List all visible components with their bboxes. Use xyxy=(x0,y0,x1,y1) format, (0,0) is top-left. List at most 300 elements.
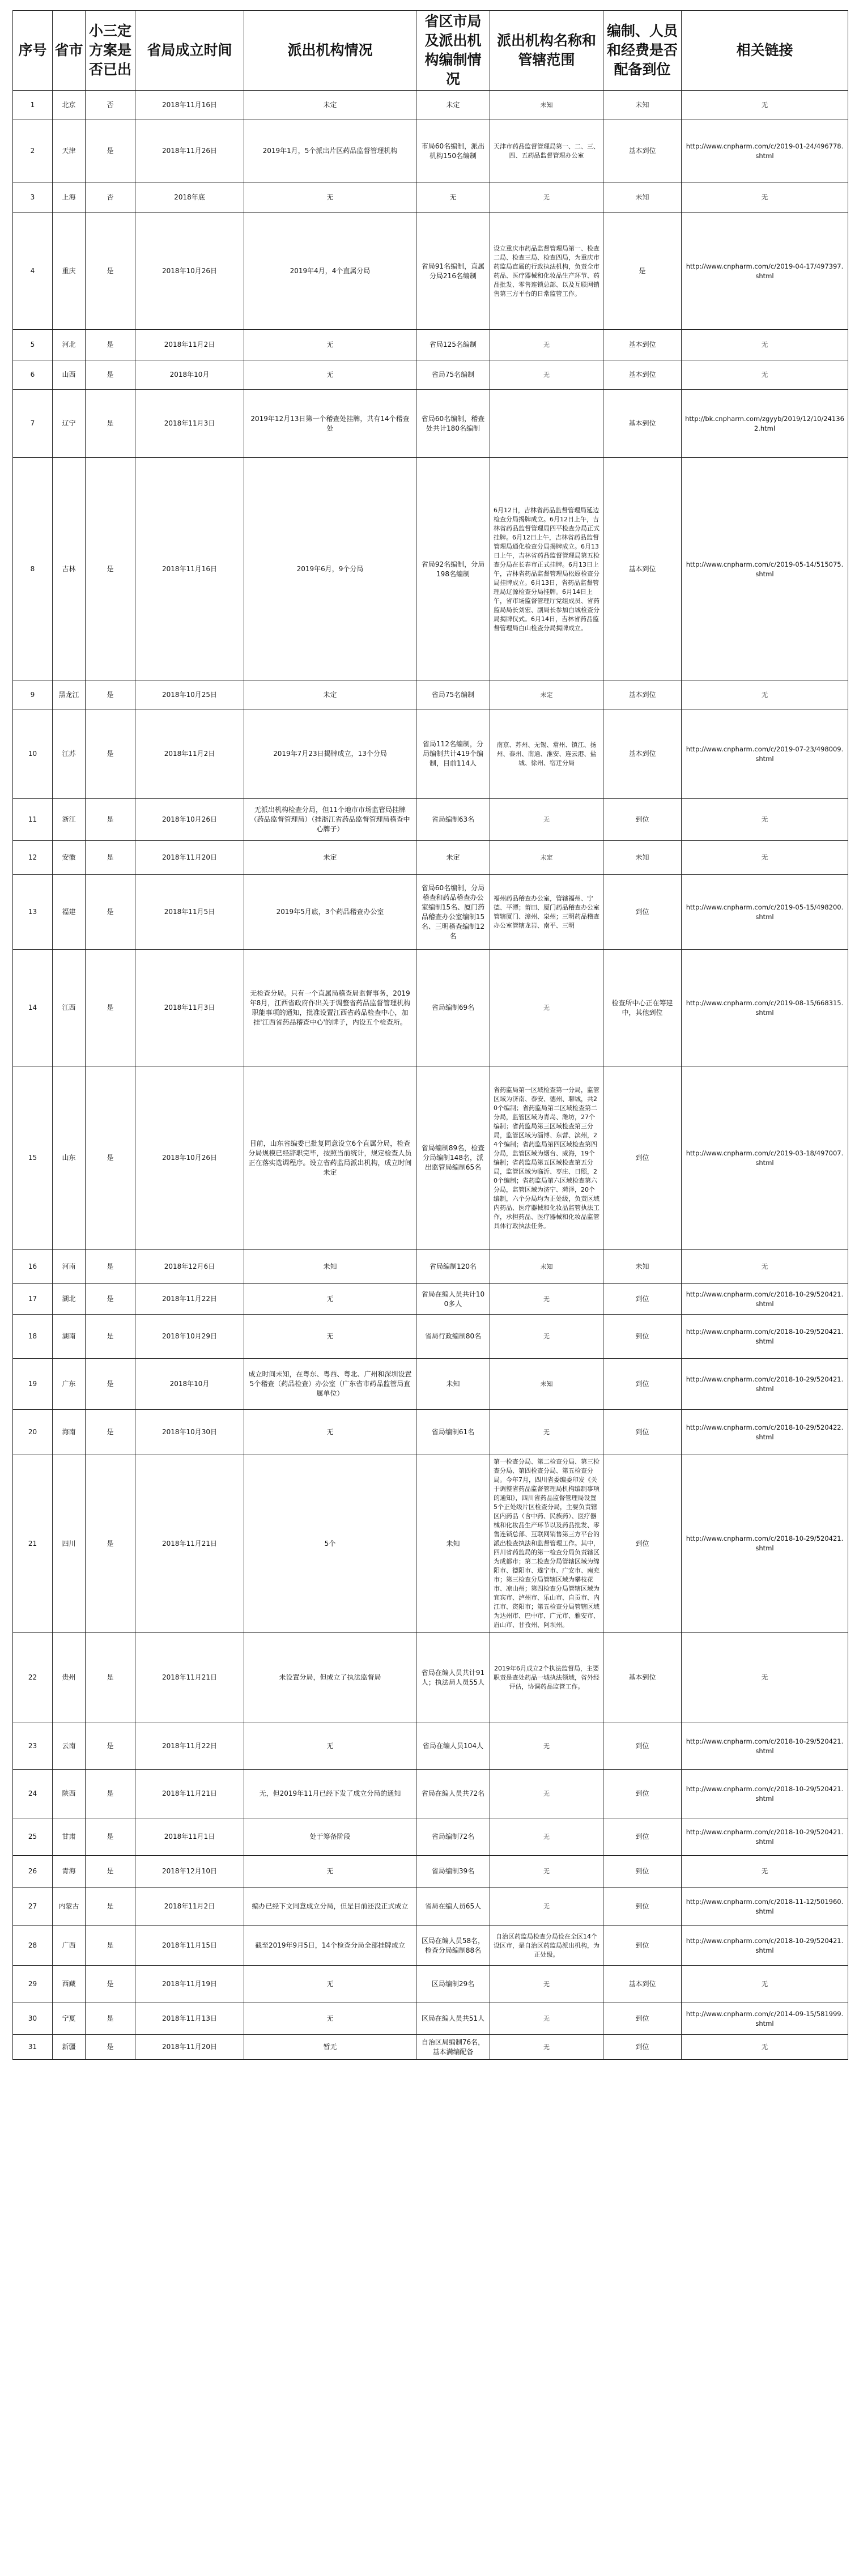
plan-cell: 是 xyxy=(86,1770,135,1818)
branch-cell: 截至2019年9月5日，14个检查分局全部挂牌成立 xyxy=(244,1926,416,1966)
plan-cell: 是 xyxy=(86,2003,135,2035)
no-cell: 7 xyxy=(13,390,53,458)
branch-cell: 未设置分局，但成立了执法监督局 xyxy=(244,1633,416,1723)
budget-cell: 检查所中心正在筹建中，其他到位 xyxy=(603,950,682,1066)
branch-cell: 无，但2019年11月已经下发了成立分局的通知 xyxy=(244,1770,416,1818)
date-cell: 2018年11月22日 xyxy=(135,1723,244,1770)
plan-cell: 是 xyxy=(86,1818,135,1856)
staff-cell: 省局编制39名 xyxy=(416,1856,490,1888)
no-cell: 3 xyxy=(13,182,53,213)
plan-cell: 是 xyxy=(86,360,135,390)
table-row xyxy=(13,458,848,681)
no-cell: 5 xyxy=(13,330,53,360)
link-cell: 无 xyxy=(682,1966,848,2003)
table-row xyxy=(13,1818,848,1856)
date-cell: 2018年10月30日 xyxy=(135,1410,244,1455)
scope-cell xyxy=(490,390,603,458)
staff-cell: 省局91名编制，直属分局216名编制 xyxy=(416,213,490,330)
budget-cell: 到位 xyxy=(603,1818,682,1856)
province-cell: 江苏 xyxy=(53,709,86,799)
table-row xyxy=(13,1284,848,1315)
branch-cell: 2019年6月，9个分局 xyxy=(244,458,416,681)
date-cell: 2018年11月21日 xyxy=(135,1455,244,1633)
table-row xyxy=(13,1455,848,1633)
branch-cell: 无 xyxy=(244,182,416,213)
plan-cell: 是 xyxy=(86,1359,135,1410)
scope-cell: 天津市药品监督管理局第一、二、三、四、五药品监督管理办公室 xyxy=(490,120,603,182)
plan-cell: 是 xyxy=(86,458,135,681)
staff-cell: 省局75名编制 xyxy=(416,360,490,390)
no-cell: 16 xyxy=(13,1250,53,1284)
date-cell: 2018年11月5日 xyxy=(135,875,244,950)
branch-cell: 无 xyxy=(244,1966,416,2003)
scope-cell: 南京、苏州、无锡、常州、镇江、扬州、泰州、南通、淮安、连云港、盐城、徐州、宿迁分局 xyxy=(490,709,603,799)
staff-cell: 省局编制69名 xyxy=(416,950,490,1066)
plan-cell: 是 xyxy=(86,1284,135,1315)
scope-cell: 无 xyxy=(490,330,603,360)
province-cell: 湖北 xyxy=(53,1284,86,1315)
branch-cell: 无 xyxy=(244,1856,416,1888)
province-cell: 贵州 xyxy=(53,1633,86,1723)
table-row xyxy=(13,875,848,950)
plan-cell: 是 xyxy=(86,1410,135,1455)
no-cell: 27 xyxy=(13,1888,53,1926)
plan-cell: 是 xyxy=(86,875,135,950)
scope-cell: 未定 xyxy=(490,841,603,875)
table-row xyxy=(13,1856,848,1888)
budget-cell: 到位 xyxy=(603,1315,682,1359)
scope-cell: 无 xyxy=(490,360,603,390)
table-row xyxy=(13,182,848,213)
branch-cell: 无 xyxy=(244,1284,416,1315)
date-cell: 2018年11月22日 xyxy=(135,1284,244,1315)
no-cell: 4 xyxy=(13,213,53,330)
branch-cell: 暂无 xyxy=(244,2035,416,2060)
plan-cell: 是 xyxy=(86,709,135,799)
budget-cell: 到位 xyxy=(603,1455,682,1633)
budget-cell: 基本到位 xyxy=(603,360,682,390)
staff-cell: 区局在编人员共51人 xyxy=(416,2003,490,2035)
date-cell: 2018年11月16日 xyxy=(135,458,244,681)
budget-cell: 基本到位 xyxy=(603,458,682,681)
plan-cell: 是 xyxy=(86,1066,135,1250)
plan-cell: 是 xyxy=(86,1315,135,1359)
branch-cell: 无检查分局。只有一个直属局稽查局监督事务，2019年8月，江西省政府作出关于调整省药品监督管理机构职能事项的通知，批准设置江西省药品检查中心，加挂'江西省药品稽查中心'的牌子，内设五个检查所。 xyxy=(244,950,416,1066)
province-cell: 甘肃 xyxy=(53,1818,86,1856)
branch-cell: 无 xyxy=(244,1723,416,1770)
scope-cell: 无 xyxy=(490,1888,603,1926)
staff-cell: 省局编制120名 xyxy=(416,1250,490,1284)
table-row xyxy=(13,1633,848,1723)
table-row xyxy=(13,1770,848,1818)
staff-cell: 省局行政编制80名 xyxy=(416,1315,490,1359)
link-cell: 无 xyxy=(682,360,848,390)
scope-cell: 设立重庆市药品监督管理局第一、检查二局、检查三局、检查四局，为重庆市药监局直属的行政执法机构，负责全市药品、医疗器械和化妆品生产环节、药品批发、零售连锁总部、以及互联网销售第三方平台的日常监管工作。 xyxy=(490,213,603,330)
province-cell: 辽宁 xyxy=(53,390,86,458)
scope-cell: 未定 xyxy=(490,681,603,709)
scope-cell: 无 xyxy=(490,182,603,213)
scope-cell: 未知 xyxy=(490,91,603,120)
no-cell: 31 xyxy=(13,2035,53,2060)
no-cell: 1 xyxy=(13,91,53,120)
table-row xyxy=(13,120,848,182)
staff-cell: 省局60名编制，稽查处共计180名编制 xyxy=(416,390,490,458)
date-cell: 2018年10月26日 xyxy=(135,799,244,841)
branch-cell: 成立时间未知，在粤东、粤西、粤北、广州和深圳设置5个稽查（药品检查）办公室（广东省市药品监管局直属单位） xyxy=(244,1359,416,1410)
province-cell: 山西 xyxy=(53,360,86,390)
staff-cell: 省局编制61名 xyxy=(416,1410,490,1455)
branch-cell: 5个 xyxy=(244,1455,416,1633)
province-cell: 宁夏 xyxy=(53,2003,86,2035)
header-cell-no: 序号 xyxy=(13,11,53,91)
staff-cell: 无 xyxy=(416,182,490,213)
branch-cell: 无 xyxy=(244,2003,416,2035)
table-row xyxy=(13,799,848,841)
date-cell: 2018年11月2日 xyxy=(135,1888,244,1926)
plan-cell: 是 xyxy=(86,120,135,182)
date-cell: 2018年12月10日 xyxy=(135,1856,244,1888)
branch-cell: 未定 xyxy=(244,681,416,709)
budget-cell: 未知 xyxy=(603,841,682,875)
budget-cell: 到位 xyxy=(603,799,682,841)
date-cell: 2018年11月1日 xyxy=(135,1818,244,1856)
staff-cell: 省局编制89名，检查分局编制148名，派出监管局编制65名 xyxy=(416,1066,490,1250)
date-cell: 2018年11月26日 xyxy=(135,120,244,182)
date-cell: 2018年10月 xyxy=(135,1359,244,1410)
date-cell: 2018年11月13日 xyxy=(135,2003,244,2035)
scope-cell: 未知 xyxy=(490,1250,603,1284)
scope-cell: 无 xyxy=(490,1315,603,1359)
link-cell: 无 xyxy=(682,681,848,709)
no-cell: 8 xyxy=(13,458,53,681)
plan-cell: 是 xyxy=(86,1723,135,1770)
budget-cell: 未知 xyxy=(603,182,682,213)
scope-cell: 无 xyxy=(490,1966,603,2003)
province-cell: 陕西 xyxy=(53,1770,86,1818)
link-cell: 无 xyxy=(682,841,848,875)
branch-cell: 处于筹备阶段 xyxy=(244,1818,416,1856)
scope-cell: 福州药品稽查办公室，管辖福州、宁德、平潭；莆田、厦门药品稽查办公室管辖厦门、漳州、泉州；三明药品稽查办公室管辖龙岩、南平、三明 xyxy=(490,875,603,950)
province-cell: 上海 xyxy=(53,182,86,213)
link-cell: 无 xyxy=(682,330,848,360)
province-cell: 云南 xyxy=(53,1723,86,1770)
scope-cell: 无 xyxy=(490,1770,603,1818)
scope-cell: 无 xyxy=(490,2003,603,2035)
staff-cell: 省局125名编制 xyxy=(416,330,490,360)
plan-cell: 否 xyxy=(86,91,135,120)
date-cell: 2018年12月6日 xyxy=(135,1250,244,1284)
plan-cell: 是 xyxy=(86,1888,135,1926)
province-cell: 广西 xyxy=(53,1926,86,1966)
branch-cell: 目前，山东省编委已批复同意设立6个直属分局，检查分局规模已经辞职完毕，按照当前统计，规定检查人员正在落实选调程序。设立省药监局派出机构，成立时间未定 xyxy=(244,1066,416,1250)
date-cell: 2018年11月15日 xyxy=(135,1926,244,1966)
plan-cell: 是 xyxy=(86,841,135,875)
plan-cell: 是 xyxy=(86,799,135,841)
staff-cell: 省局112名编制，分局编制共计419个编制，目前114人 xyxy=(416,709,490,799)
table-row xyxy=(13,1359,848,1410)
no-cell: 6 xyxy=(13,360,53,390)
staff-cell: 省局在编人员104人 xyxy=(416,1723,490,1770)
table-row xyxy=(13,330,848,360)
province-cell: 天津 xyxy=(53,120,86,182)
table-row xyxy=(13,390,848,458)
header-row xyxy=(13,11,848,91)
budget-cell: 基本到位 xyxy=(603,709,682,799)
supervision-table xyxy=(12,10,848,2060)
province-cell: 山东 xyxy=(53,1066,86,1250)
table-row xyxy=(13,1926,848,1966)
table-row xyxy=(13,1066,848,1250)
scope-cell: 无 xyxy=(490,2035,603,2060)
link-cell[interactable]: http://www.cnpharm.com/c/2019-01-24/496778.shtml xyxy=(682,120,848,182)
staff-cell: 省局编制63名 xyxy=(416,799,490,841)
plan-cell: 是 xyxy=(86,330,135,360)
no-cell: 18 xyxy=(13,1315,53,1359)
link-cell: 无 xyxy=(682,182,848,213)
table-row xyxy=(13,1966,848,2003)
link-cell: 无 xyxy=(682,1250,848,1284)
table-row xyxy=(13,681,848,709)
link-cell[interactable]: http://www.cnpharm.com/c/2019-07-23/498009.shtml xyxy=(682,709,848,799)
branch-cell: 无 xyxy=(244,1410,416,1455)
no-cell: 9 xyxy=(13,681,53,709)
link-cell[interactable]: http://www.cnpharm.com/c/2018-10-29/520421.shtml xyxy=(682,1359,848,1410)
no-cell: 26 xyxy=(13,1856,53,1888)
link-cell[interactable]: http://www.cnpharm.com/c/2018-10-29/520421.shtml xyxy=(682,1926,848,1966)
scope-cell: 6月12日，吉林省药品监督管理局延边检查分局揭牌成立。6月12日上午，吉林省药品监督管理局四平检查分局正式挂牌。6月12日上午，吉林省药品监督管理局通化检查分局揭牌成立。6月13日上午，吉林省药品监督管理局第五检查分局在长春市正式挂牌。6月13日上午，吉林省药品监督管理局松原检查分局挂牌成立。6月13日，省药品监督管理局辽源检查分局挂牌。6月14日上午，省市场监督管理厅党组成员、省药监局局长刘宏、副局长参加白城检查分局揭牌仪式。6月14日，吉林省药品监督管理局白山检查分局揭牌成立。 xyxy=(490,458,603,681)
table-row xyxy=(13,709,848,799)
plan-cell: 是 xyxy=(86,1455,135,1633)
staff-cell: 自治区局编制76名，基本满编配备 xyxy=(416,2035,490,2060)
province-cell: 青海 xyxy=(53,1856,86,1888)
budget-cell: 是 xyxy=(603,213,682,330)
link-cell[interactable]: http://www.cnpharm.com/c/2018-10-29/520421.shtml xyxy=(682,1315,848,1359)
budget-cell: 到位 xyxy=(603,1888,682,1926)
link-cell: 无 xyxy=(682,1633,848,1723)
budget-cell: 到位 xyxy=(603,1284,682,1315)
link-cell[interactable]: http://www.cnpharm.com/c/2018-10-29/520421.shtml xyxy=(682,1455,848,1633)
staff-cell: 区局在编人员58名，检查分局编制88名 xyxy=(416,1926,490,1966)
province-cell: 黑龙江 xyxy=(53,681,86,709)
branch-cell: 未定 xyxy=(244,91,416,120)
table-row xyxy=(13,1888,848,1926)
staff-cell: 省局在编人员共计91人；执法局人员55人 xyxy=(416,1633,490,1723)
link-cell[interactable]: http://www.cnpharm.com/c/2019-08-15/668315.shtml xyxy=(682,950,848,1066)
table-row xyxy=(13,1410,848,1455)
link-cell[interactable]: http://www.cnpharm.com/c/2018-10-29/520421.shtml xyxy=(682,1723,848,1770)
date-cell: 2018年10月 xyxy=(135,360,244,390)
scope-cell: 无 xyxy=(490,1723,603,1770)
table-row xyxy=(13,2003,848,2035)
budget-cell: 未知 xyxy=(603,1250,682,1284)
table-row xyxy=(13,1315,848,1359)
no-cell: 23 xyxy=(13,1723,53,1770)
plan-cell: 是 xyxy=(86,1926,135,1966)
plan-cell: 是 xyxy=(86,950,135,1066)
staff-cell: 省局编制72名 xyxy=(416,1818,490,1856)
header-cell-branch: 派出机构情况 xyxy=(244,11,416,91)
budget-cell: 到位 xyxy=(603,1723,682,1770)
budget-cell: 到位 xyxy=(603,1926,682,1966)
province-cell: 四川 xyxy=(53,1455,86,1633)
link-cell[interactable]: http://www.cnpharm.com/c/2019-05-14/515075.shtml xyxy=(682,458,848,681)
province-cell: 新疆 xyxy=(53,2035,86,2060)
province-cell: 北京 xyxy=(53,91,86,120)
budget-cell: 基本到位 xyxy=(603,390,682,458)
link-cell[interactable]: http://www.cnpharm.com/c/2019-05-15/498200.shtml xyxy=(682,875,848,950)
budget-cell: 基本到位 xyxy=(603,330,682,360)
date-cell: 2018年10月25日 xyxy=(135,681,244,709)
province-cell: 重庆 xyxy=(53,213,86,330)
no-cell: 15 xyxy=(13,1066,53,1250)
link-cell: 无 xyxy=(682,2035,848,2060)
branch-cell: 2019年7月23日揭牌成立，13个分局 xyxy=(244,709,416,799)
link-cell[interactable]: http://www.cnpharm.com/c/2018-10-29/520422.shtml xyxy=(682,1410,848,1455)
staff-cell: 未知 xyxy=(416,1359,490,1410)
no-cell: 11 xyxy=(13,799,53,841)
scope-cell: 无 xyxy=(490,1856,603,1888)
link-cell[interactable]: http://www.cnpharm.com/c/2019-03-18/497007.shtml xyxy=(682,1066,848,1250)
link-cell[interactable]: http://www.cnpharm.com/c/2018-10-29/520421.shtml xyxy=(682,1818,848,1856)
scope-cell: 无 xyxy=(490,950,603,1066)
plan-cell: 是 xyxy=(86,1633,135,1723)
plan-cell: 是 xyxy=(86,390,135,458)
header-cell-province: 省市 xyxy=(53,11,86,91)
date-cell: 2018年11月21日 xyxy=(135,1633,244,1723)
no-cell: 22 xyxy=(13,1633,53,1723)
link-cell: 无 xyxy=(682,91,848,120)
province-cell: 安徽 xyxy=(53,841,86,875)
link-cell[interactable]: http://www.cnpharm.com/c/2018-11-12/501960.shtml xyxy=(682,1888,848,1926)
branch-cell: 无 xyxy=(244,360,416,390)
province-cell: 广东 xyxy=(53,1359,86,1410)
header-cell-plan: 小三定方案是否已出 xyxy=(86,11,135,91)
staff-cell: 未知 xyxy=(416,1455,490,1633)
branch-cell: 2019年5月底，3个药品稽查办公室 xyxy=(244,875,416,950)
plan-cell: 是 xyxy=(86,1856,135,1888)
scope-cell: 未知 xyxy=(490,1359,603,1410)
branch-cell: 无派出机构检查分局，但11个地市市场监管局挂牌（药品监督管理局）（挂浙江省药品监督管理局稽查中心牌子） xyxy=(244,799,416,841)
branch-cell: 未定 xyxy=(244,841,416,875)
province-cell: 江西 xyxy=(53,950,86,1066)
budget-cell: 到位 xyxy=(603,1410,682,1455)
table-row xyxy=(13,2035,848,2060)
date-cell: 2018年11月19日 xyxy=(135,1966,244,2003)
no-cell: 2 xyxy=(13,120,53,182)
plan-cell: 是 xyxy=(86,1966,135,2003)
link-cell[interactable]: http://www.cnpharm.com/c/2019-04-17/497397.shtml xyxy=(682,213,848,330)
date-cell: 2018年11月16日 xyxy=(135,91,244,120)
table-row xyxy=(13,950,848,1066)
link-cell: 无 xyxy=(682,799,848,841)
table-row xyxy=(13,213,848,330)
no-cell: 19 xyxy=(13,1359,53,1410)
no-cell: 30 xyxy=(13,2003,53,2035)
plan-cell: 是 xyxy=(86,681,135,709)
plan-cell: 是 xyxy=(86,213,135,330)
budget-cell: 到位 xyxy=(603,2035,682,2060)
staff-cell: 市局60名编制，派出机构150名编制 xyxy=(416,120,490,182)
staff-cell: 未定 xyxy=(416,91,490,120)
no-cell: 24 xyxy=(13,1770,53,1818)
scope-cell: 无 xyxy=(490,1410,603,1455)
branch-cell: 2019年4月，4个直属分局 xyxy=(244,213,416,330)
no-cell: 20 xyxy=(13,1410,53,1455)
plan-cell: 否 xyxy=(86,182,135,213)
no-cell: 13 xyxy=(13,875,53,950)
branch-cell: 无 xyxy=(244,330,416,360)
table-row xyxy=(13,91,848,120)
province-cell: 河南 xyxy=(53,1250,86,1284)
province-cell: 福建 xyxy=(53,875,86,950)
budget-cell: 基本到位 xyxy=(603,120,682,182)
budget-cell: 到位 xyxy=(603,2003,682,2035)
no-cell: 28 xyxy=(13,1926,53,1966)
table-row xyxy=(13,1250,848,1284)
budget-cell: 到位 xyxy=(603,1856,682,1888)
date-cell: 2018年10月26日 xyxy=(135,213,244,330)
no-cell: 21 xyxy=(13,1455,53,1633)
province-cell: 西藏 xyxy=(53,1966,86,2003)
header-cell-staff: 省区市局及派出机构编制情况 xyxy=(416,11,490,91)
date-cell: 2018年底 xyxy=(135,182,244,213)
table-row xyxy=(13,1723,848,1770)
staff-cell: 省局75名编制 xyxy=(416,681,490,709)
no-cell: 14 xyxy=(13,950,53,1066)
staff-cell: 省局92名编制，分局198名编制 xyxy=(416,458,490,681)
branch-cell: 编办已经下文同意成立分局，但是目前还没正式成立 xyxy=(244,1888,416,1926)
date-cell: 2018年11月20日 xyxy=(135,2035,244,2060)
budget-cell: 到位 xyxy=(603,1770,682,1818)
scope-cell: 省药监局第一区域检查第一分局，监管区域为济南、泰安、德州、聊城，共20个编制；省药监局第二区域检查第二分局，监管区域为青岛、潍坊，27个编制；省药监局第三区域检查第三分局，监管区域为淄博、东营、滨州，24个编制；省药监局第四区域检查第四分局，监管区域为烟台、威海，19个编制；省药监局第五区域检查第五分局，监管区域为临沂、枣庄、日照，20个编制；省药监局第六区域检查第六分局，监管区域为济宁、菏泽，20个编制，六个分局均为正处级，负责区域内药品、医疗器械和化妆品监管执法工作，承担药品、医疗器械和化妆品监管具体行政执法任务。 xyxy=(490,1066,603,1250)
budget-cell: 未知 xyxy=(603,91,682,120)
province-cell: 海南 xyxy=(53,1410,86,1455)
link-cell[interactable]: http://bk.cnpharm.com/zgyyb/2019/12/10/241362.html xyxy=(682,390,848,458)
date-cell: 2018年11月2日 xyxy=(135,330,244,360)
table-row xyxy=(13,360,848,390)
branch-cell: 无 xyxy=(244,1315,416,1359)
scope-cell: 无 xyxy=(490,1818,603,1856)
staff-cell: 省局在编人员共72名 xyxy=(416,1770,490,1818)
header-cell-budget: 编制、人员和经费是否配备到位 xyxy=(603,11,682,91)
link-cell[interactable]: http://www.cnpharm.com/c/2014-09-15/581999.shtml xyxy=(682,2003,848,2035)
province-cell: 河北 xyxy=(53,330,86,360)
date-cell: 2018年11月2日 xyxy=(135,709,244,799)
link-cell[interactable]: http://www.cnpharm.com/c/2018-10-29/520421.shtml xyxy=(682,1284,848,1315)
budget-cell: 基本到位 xyxy=(603,1966,682,2003)
no-cell: 17 xyxy=(13,1284,53,1315)
province-cell: 内蒙古 xyxy=(53,1888,86,1926)
link-cell: 无 xyxy=(682,1856,848,1888)
date-cell: 2018年10月29日 xyxy=(135,1315,244,1359)
budget-cell: 到位 xyxy=(603,1359,682,1410)
branch-cell: 2019年12月13日第一个稽查处挂牌，共有14个稽查处 xyxy=(244,390,416,458)
no-cell: 12 xyxy=(13,841,53,875)
staff-cell: 区局编制29名 xyxy=(416,1966,490,2003)
header-cell-scope: 派出机构名称和管辖范围 xyxy=(490,11,603,91)
date-cell: 2018年11月3日 xyxy=(135,950,244,1066)
province-cell: 吉林 xyxy=(53,458,86,681)
scope-cell: 无 xyxy=(490,1284,603,1315)
branch-cell: 未知 xyxy=(244,1250,416,1284)
table-row xyxy=(13,841,848,875)
date-cell: 2018年11月3日 xyxy=(135,390,244,458)
budget-cell: 到位 xyxy=(603,875,682,950)
staff-cell: 省局在编人员65人 xyxy=(416,1888,490,1926)
header-cell-date: 省局成立时间 xyxy=(135,11,244,91)
no-cell: 10 xyxy=(13,709,53,799)
link-cell[interactable]: http://www.cnpharm.com/c/2018-10-29/520421.shtml xyxy=(682,1770,848,1818)
